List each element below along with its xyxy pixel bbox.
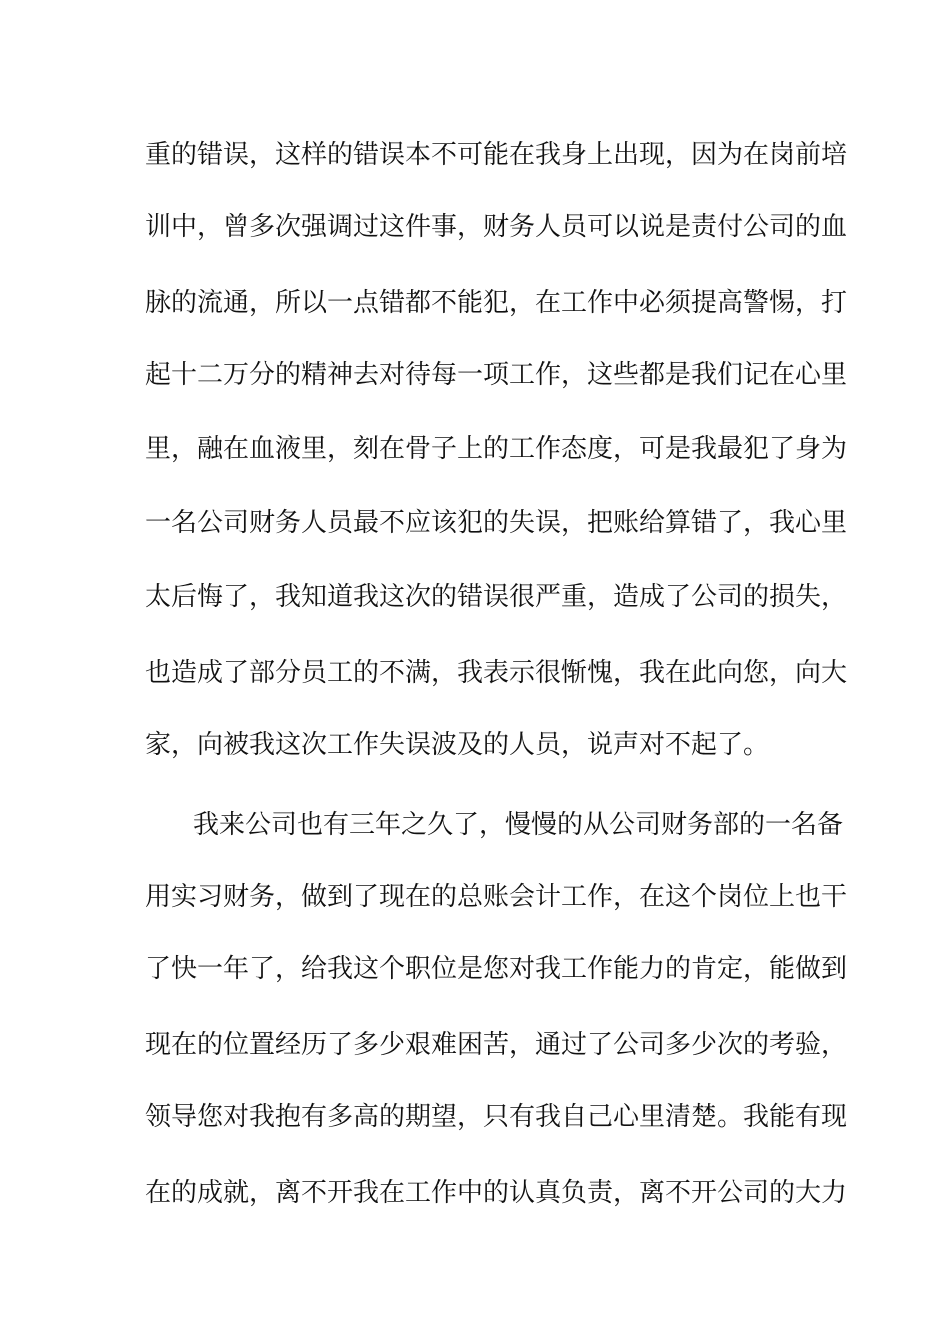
text-line: 训中，曾多次强调过这件事，财务人员可以说是责付公司的血 [145, 212, 848, 242]
text-line: 现在的位置经历了多少艰难困苦，通过了公司多少次的考验， [145, 1030, 848, 1060]
text-line: 重的错误，这样的错误本不可能在我身上出现，因为在岗前培 [145, 140, 848, 170]
text-line: 了快一年了，给我这个职位是您对我工作能力的肯定，能做到 [145, 954, 848, 984]
text-line: 家，向被我这次工作失误波及的人员，说声对不起了。 [145, 730, 770, 760]
text-line: 领导您对我抱有多高的期望，只有我自己心里清楚。我能有现 [145, 1102, 848, 1132]
text-line: 在的成就，离不开我在工作中的认真负责，离不开公司的大力 [145, 1178, 848, 1208]
text-line: 一名公司财务人员最不应该犯的失误，把账给算错了，我心里 [145, 508, 848, 538]
text-line: 我来公司也有三年之久了，慢慢的从公司财务部的一名备 [193, 810, 844, 840]
text-line: 用实习财务，做到了现在的总账会计工作，在这个岗位上也干 [145, 882, 848, 912]
text-line: 里，融在血液里，刻在骨子上的工作态度，可是我最犯了身为 [145, 434, 848, 464]
text-line: 脉的流通，所以一点错都不能犯，在工作中必须提高警惕，打 [145, 288, 848, 318]
text-line: 也造成了部分员工的不满，我表示很惭愧，我在此向您，向大 [145, 658, 848, 688]
text-line: 起十二万分的精神去对待每一项工作，这些都是我们记在心里 [145, 360, 848, 390]
text-line: 太后悔了，我知道我这次的错误很严重，造成了公司的损失， [145, 582, 848, 612]
